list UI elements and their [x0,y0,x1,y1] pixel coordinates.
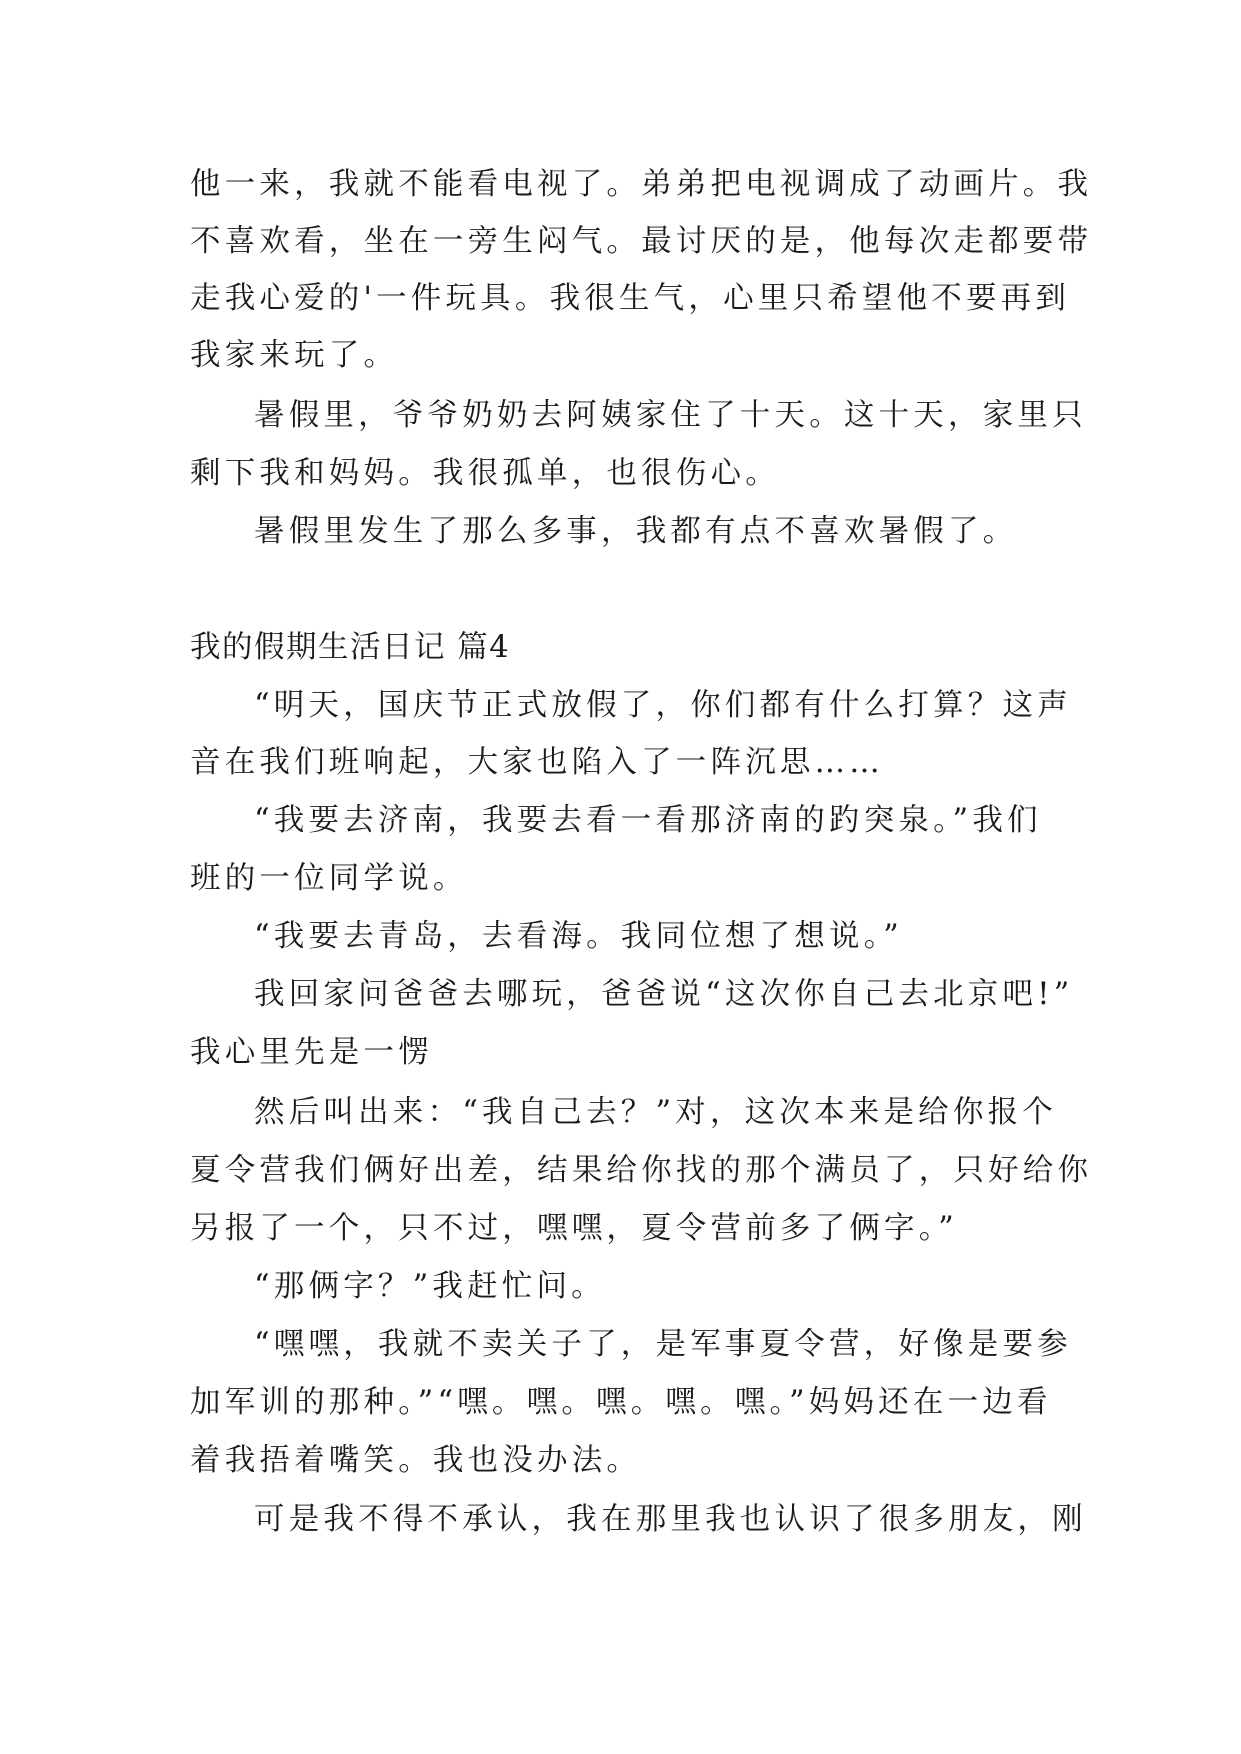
body-line: 暑假里发生了那么多事，我都有点不喜欢暑假了。 [254,514,1018,549]
body-line: 我回家问爸爸去哪玩，爸爸说“这次你自己去北京吧!” [254,977,1074,1012]
section-heading: 我的假期生活日记 篇4 [190,630,511,665]
body-line: 然后叫出来：“我自己去？”对，这次本来是给你报个 [254,1095,1057,1130]
body-line: 走我心爱的'一件玩具。我很生气，心里只希望他不要再到 [190,281,1071,316]
body-line: 另报了一个，只不过，嘿嘿，夏令营前多了俩字。” [190,1211,958,1246]
body-line: “那俩字？”我赶忙问。 [254,1269,606,1304]
body-line: 暑假里，爷爷奶奶去阿姨家住了十天。这十天，家里只 [254,398,1087,433]
body-line: “我要去青岛，去看海。我同位想了想说。” [254,919,903,954]
body-line: “明天，国庆节正式放假了，你们都有什么打算？这声 [254,688,1072,723]
body-line: 夏令营我们俩好出差，结果给你找的那个满员了，只好给你 [190,1153,1093,1188]
body-line: 剩下我和妈妈。我很孤单，也很伤心。 [190,456,780,491]
body-line: 他一来，我就不能看电视了。弟弟把电视调成了动画片。我 [190,167,1093,202]
body-line: 音在我们班响起，大家也陷入了一阵沉思…… [190,745,884,780]
body-line: 可是我不得不承认，我在那里我也认识了很多朋友，刚 [254,1502,1087,1537]
body-line: 加军训的那种。”“嘿。嘿。嘿。嘿。嘿。”妈妈还在一边看 [190,1385,1052,1420]
body-line: 我心里先是一愣 [190,1035,433,1070]
body-line: 我家来玩了。 [190,338,399,373]
body-line: 着我捂着嘴笑。我也没办法。 [190,1443,642,1478]
body-line: “我要去济南，我要去看一看那济南的趵突泉。”我们 [254,803,1042,838]
body-line: “嘿嘿，我就不卖关子了，是军事夏令营，好像是要参 [254,1327,1072,1362]
body-line: 不喜欢看，坐在一旁生闷气。最讨厌的是，他每次走都要带 [190,224,1093,259]
body-line: 班的一位同学说。 [190,861,468,896]
